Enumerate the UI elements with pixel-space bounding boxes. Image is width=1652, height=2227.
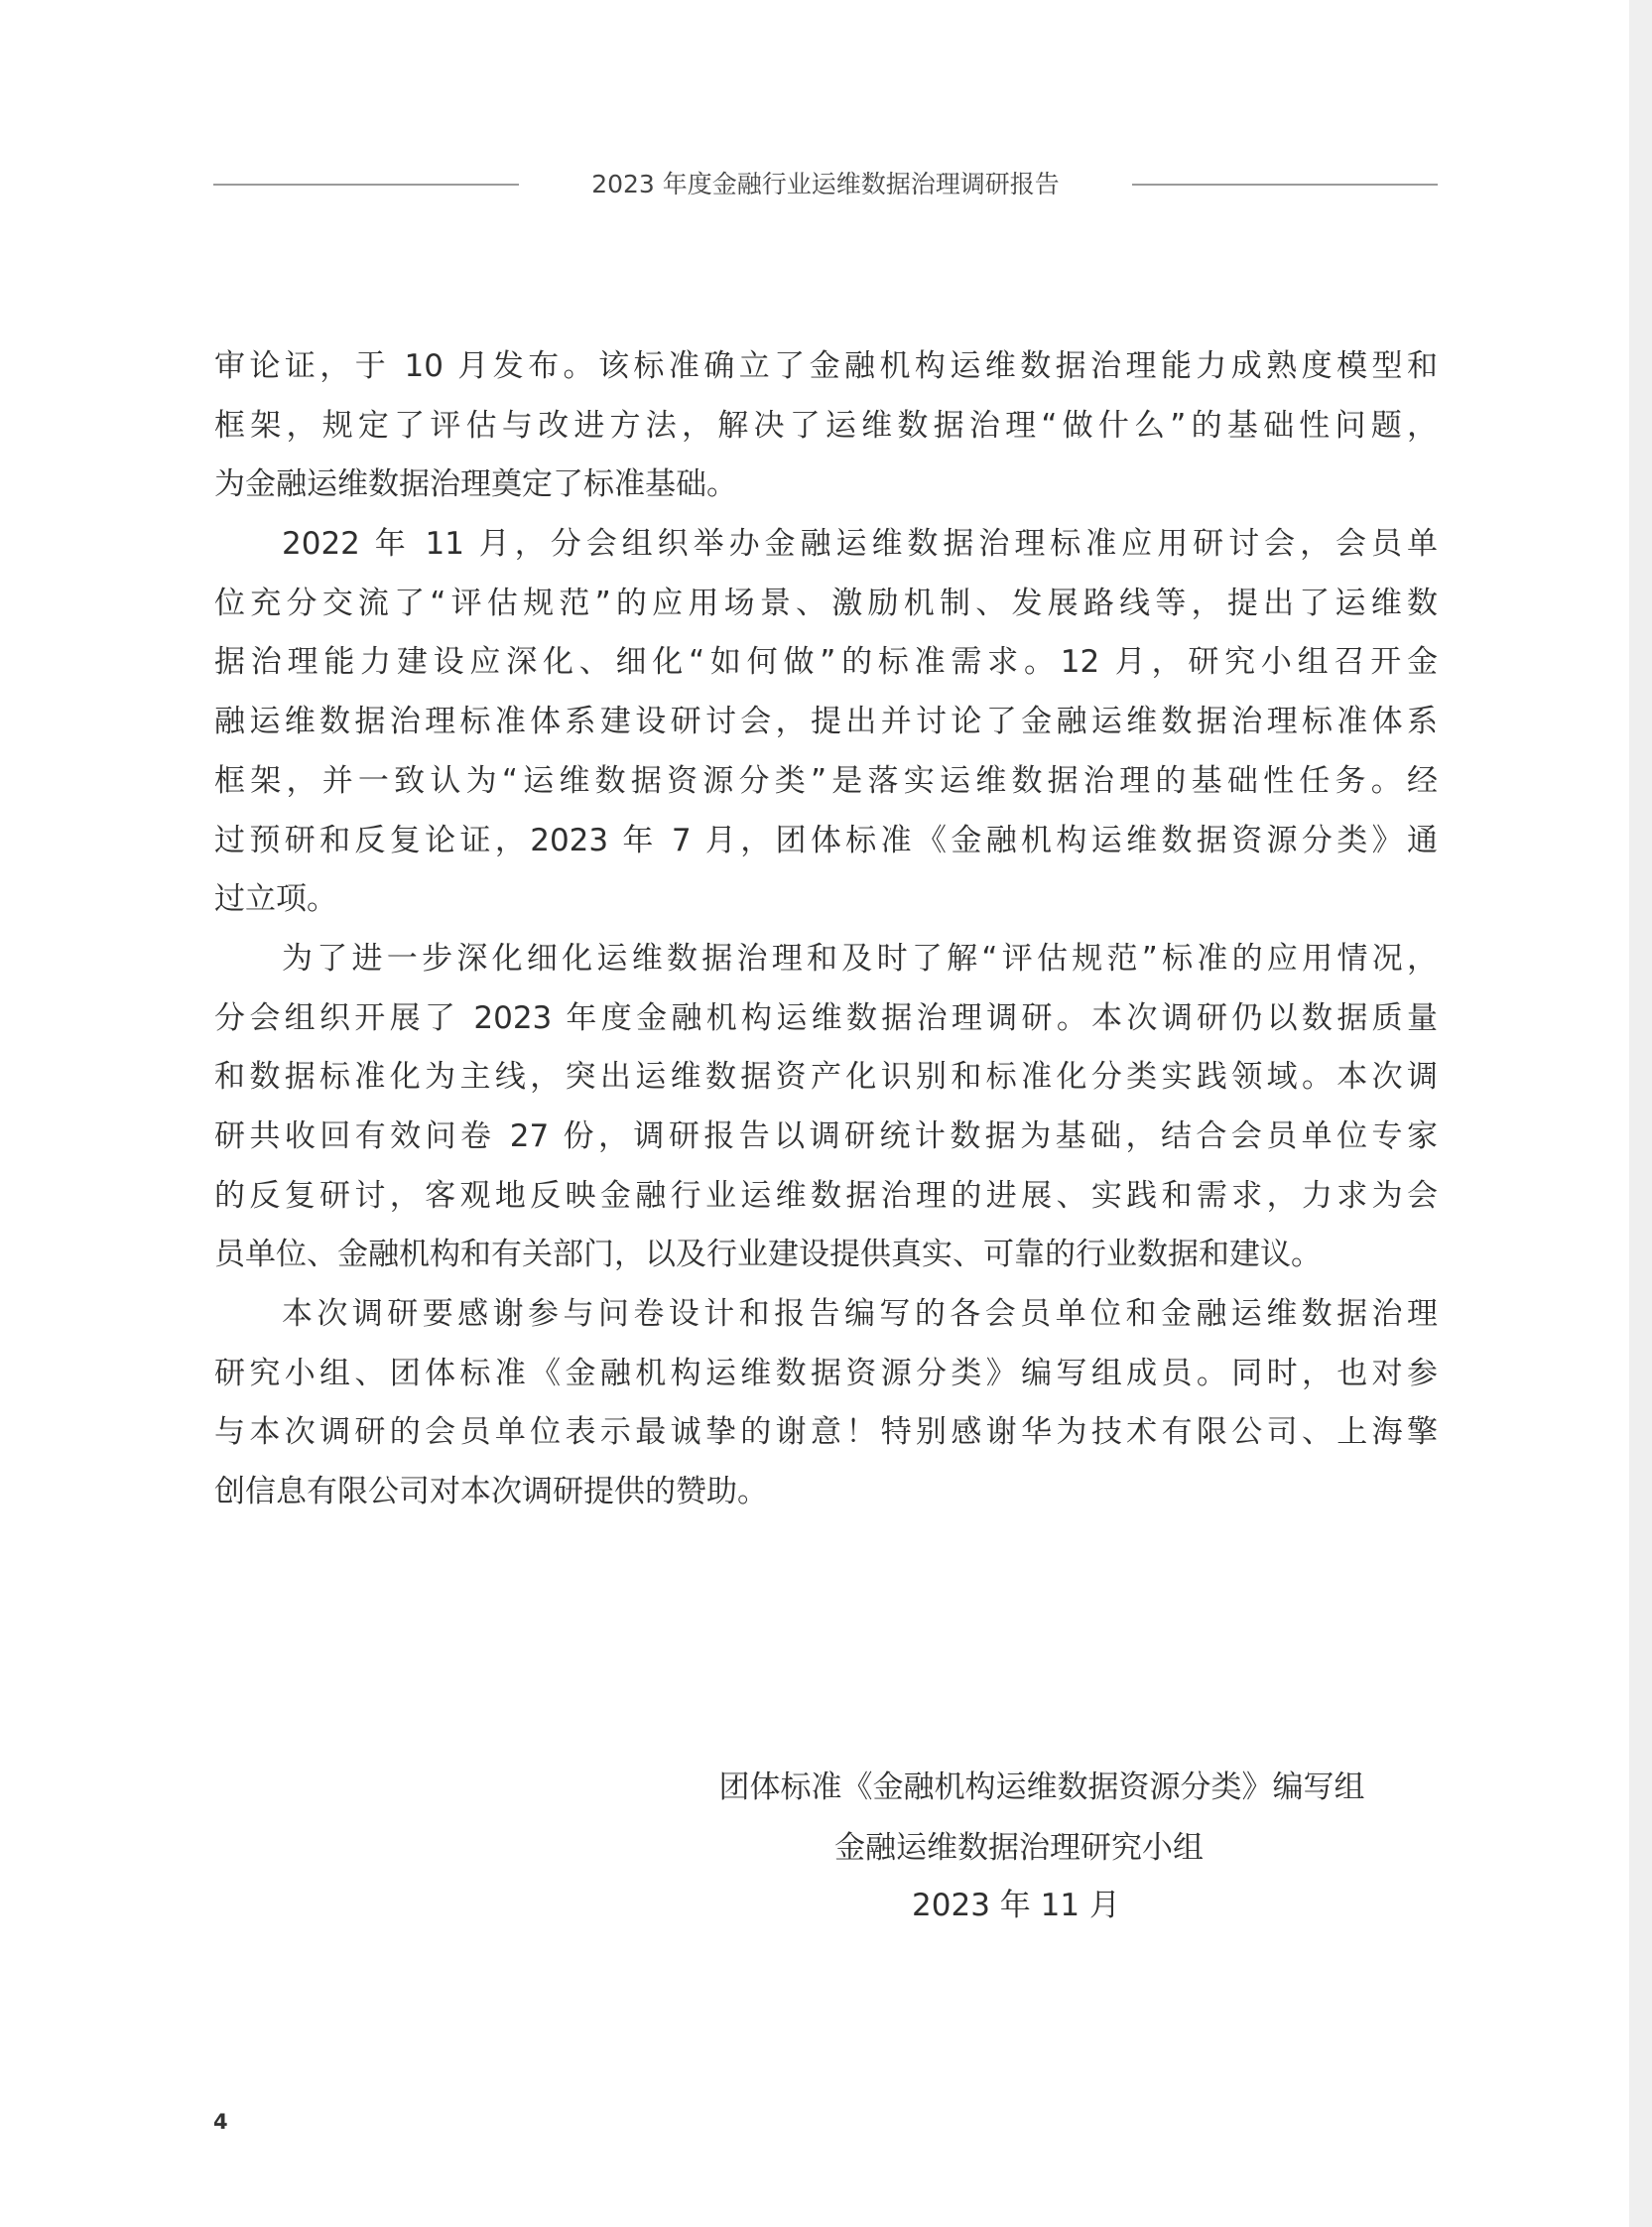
text-line: 位充分交流了“评估规范”的应用场景、激励机制、发展路线等，提出了运维数 [214, 585, 1438, 621]
signature-group: 团体标准《金融机构运维数据资源分类》编写组 [718, 1769, 1365, 1805]
text-line: 研究小组、团体标准《金融机构运维数据资源分类》编写组成员。同时，也对参 [214, 1355, 1438, 1391]
text-line: 框架，并一致认为“运维数据资源分类”是落实运维数据治理的基础性任务。经 [214, 762, 1438, 799]
signature-team: 金融运维数据治理研究小组 [834, 1830, 1204, 1866]
text-line: 分会组织开展了 2023 年度金融机构运维数据治理调研。本次调研仍以数据质量 [214, 999, 1438, 1036]
body-text [214, 337, 1438, 1522]
signature-date: 2023 年 11 月 [912, 1888, 1120, 1923]
text-line: 和数据标准化为主线，突出运维数据资产化识别和标准化分类实践领域。本次调 [214, 1059, 1438, 1096]
text-line: 研共收回有效问卷 27 份，调研报告以调研统计数据为基础，结合会员单位专家 [214, 1117, 1438, 1154]
text-line: 本次调研要感谢参与问卷设计和报告编写的各会员单位和金融运维数据治理 [282, 1296, 1438, 1332]
text-line: 框架，规定了评估与改进方法，解决了运维数据治理“做什么”的基础性问题， [214, 407, 1438, 444]
text-line: 过立项。 [214, 881, 337, 918]
text-line: 员单位、金融机构和有关部门，以及行业建设提供真实、可靠的行业数据和建议。 [214, 1237, 1322, 1273]
text-line: 过预研和反复论证，2023 年 7 月，团体标准《金融机构运维数据资源分类》通 [214, 822, 1438, 858]
text-line: 的反复研讨，客观地反映金融行业运维数据治理的进展、实践和需求，力求为会 [214, 1177, 1438, 1214]
paragraph [214, 515, 1438, 930]
text-line: 融运维数据治理标准体系建设研讨会，提出并讨论了金融运维数据治理标准体系 [214, 704, 1438, 740]
text-line: 与本次调研的会员单位表示最诚挚的谢意！特别感谢华为技术有限公司、上海擎 [214, 1414, 1438, 1451]
paragraph [214, 930, 1438, 1285]
page-number: 4 [213, 2110, 228, 2134]
paragraph [214, 1285, 1438, 1522]
text-line: 审论证，于 10 月发布。该标准确立了金融机构运维数据治理能力成熟度模型和 [214, 348, 1438, 384]
text-line: 据治理能力建设应深化、细化“如何做”的标准需求。12 月，研究小组召开金 [214, 644, 1438, 681]
header-rule-right [1132, 184, 1438, 186]
text-line: 为了进一步深化细化运维数据治理和及时了解“评估规范”标准的应用情况， [282, 940, 1438, 977]
page-edge [1629, 0, 1652, 2227]
paragraph [214, 337, 1438, 515]
running-header: 2023 年度金融行业运维数据治理调研报告 [591, 170, 1060, 198]
text-line: 创信息有限公司对本次调研提供的赞助。 [214, 1474, 768, 1510]
text-line: 2022 年 11 月，分会组织举办金融运维数据治理标准应用研讨会，会员单 [282, 526, 1438, 563]
text-line: 为金融运维数据治理奠定了标准基础。 [214, 466, 737, 503]
header-rule-left [213, 184, 519, 186]
